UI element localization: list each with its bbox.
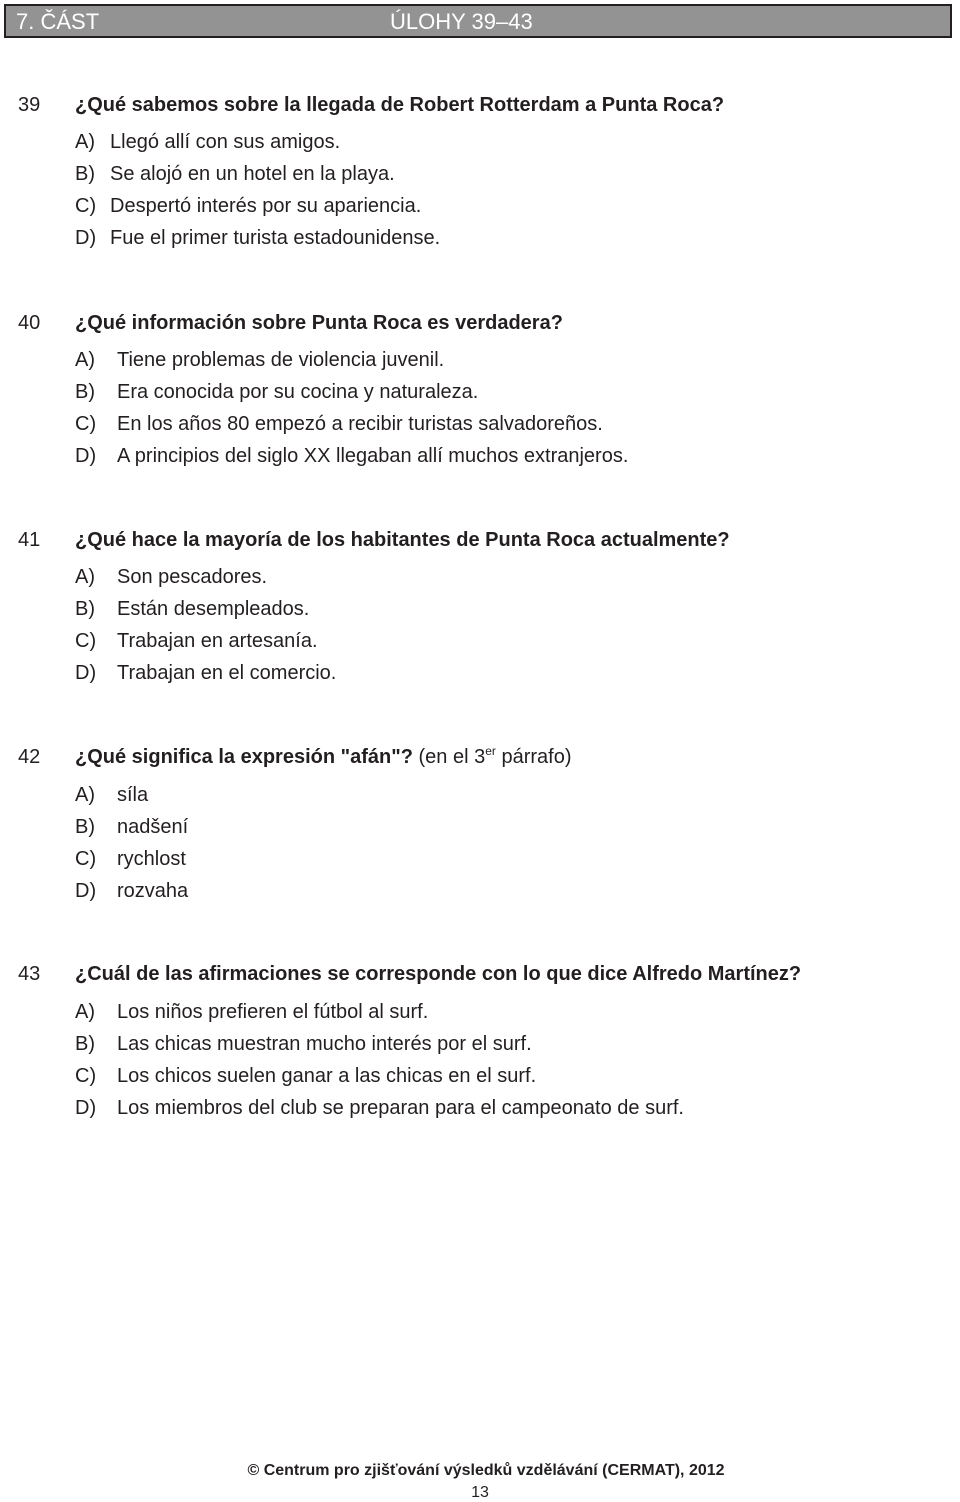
option-b: B) Las chicas muestran mucho interés por el surf.: [75, 1033, 532, 1055]
footer-copyright: © Centrum pro zjišťování výsledků vzdělávání (CERMAT), 2012: [247, 1462, 725, 1479]
page-number: 13: [471, 1484, 489, 1501]
option-d: D) rozvaha: [75, 880, 189, 902]
question-stem: ¿Qué sabemos sobre la llegada de Robert Rotterdam a Punta Roca?: [75, 94, 725, 116]
option-c: C) Los chicos suelen ganar a las chicas en el surf.: [75, 1065, 537, 1087]
section-title: 7. ČÁST: [16, 9, 100, 34]
option-d: D) Fue el primer turista estadounidense.: [75, 227, 441, 249]
option-d: D) Trabajan en el comercio.: [75, 662, 337, 684]
option-a: A) Los niños prefieren el fútbol al surf.: [75, 1001, 429, 1023]
question-stem: ¿Qué significa la expresión "afán"? (en el 3er párrafo): [75, 744, 572, 768]
question-number: 42: [18, 746, 41, 768]
option-c: C) Trabajan en artesanía.: [75, 630, 318, 652]
option-c: C) En los años 80 empezó a recibir turistas salvadoreños.: [75, 413, 603, 435]
option-a: A) Tiene problemas de violencia juvenil.: [75, 349, 445, 371]
option-c: C) Despertó interés por su apariencia.: [75, 195, 422, 217]
question-stem: ¿Cuál de las afirmaciones se corresponde con lo que dice Alfredo Martínez?: [75, 963, 802, 985]
option-b: B) nadšení: [75, 816, 189, 838]
option-a: A) síla: [75, 784, 149, 806]
section-header: [4, 4, 952, 38]
option-c: C) rychlost: [75, 848, 186, 870]
question-stem: ¿Qué hace la mayoría de los habitantes de Punta Roca actualmente?: [75, 529, 730, 551]
tasks-range: ÚLOHY 39–43: [390, 9, 533, 34]
option-d: D) Los miembros del club se preparan para el campeonato de surf.: [75, 1097, 684, 1119]
option-b: B) Están desempleados.: [75, 598, 310, 620]
question-number: 39: [18, 94, 41, 116]
question-number: 43: [18, 963, 41, 985]
option-b: B) Se alojó en un hotel en la playa.: [75, 163, 395, 185]
option-a: A) Son pescadores.: [75, 566, 268, 588]
option-a: A) Llegó allí con sus amigos.: [75, 131, 341, 153]
question-number: 40: [18, 312, 41, 334]
question-number: 41: [18, 529, 41, 551]
question-stem: ¿Qué información sobre Punta Roca es verdadera?: [75, 312, 563, 334]
option-b: B) Era conocida por su cocina y naturaleza.: [75, 381, 479, 403]
paragraph-reference: (en el 3er párrafo): [418, 744, 572, 768]
option-d: D) A principios del siglo XX llegaban allí muchos extranjeros.: [75, 445, 629, 467]
